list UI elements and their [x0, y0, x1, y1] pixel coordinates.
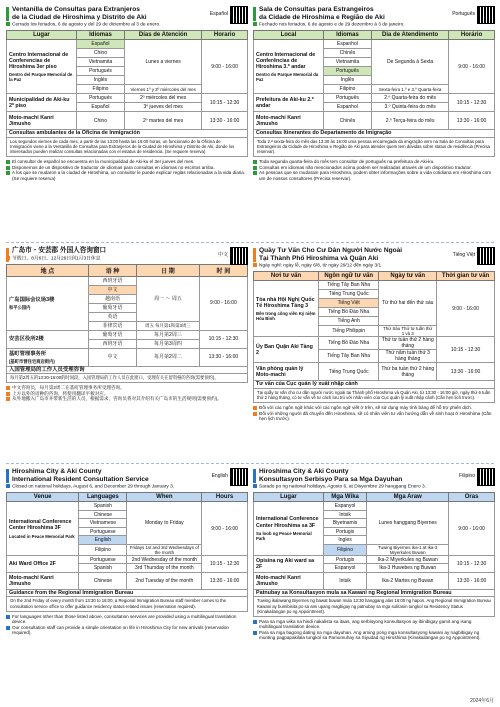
column-header: 日 期 — [137, 264, 200, 276]
language-cell: 西班牙语 — [88, 276, 136, 285]
language-cell: Chinese — [79, 510, 127, 519]
language-cell: Portugués — [76, 94, 124, 103]
language-cell: Filipino — [79, 544, 127, 555]
notes-list — [6, 159, 248, 181]
language-cell: Chino — [76, 112, 124, 130]
language-cell: Spanish — [79, 564, 127, 573]
qr-code-icon — [477, 468, 495, 486]
hours-cell: 10:15 - 12:30 — [449, 555, 495, 572]
schedule-table — [253, 271, 495, 381]
schedule-table — [6, 30, 248, 130]
language-cell: Filipino — [323, 544, 366, 555]
es-title: Ventanilla de Consultas para Extranjeros de la Ciudad de Hiroshima y Distrito de Aki Español — [6, 6, 248, 21]
immigration-guidance-text: Tại quầy tư vấn cho cư dân người nước ngoài tại Thành phố Hiroshima và Quận Aki, từ 13:30 - 16:00 giờ, ngày thứ 6 tuần thứ 2 hàng tháng, có tư vấn về tư cách lưu trú với nhân viên của Cục quản lý xuất nhập cảnh (Cần hẹn lịch trước). — [253, 389, 495, 403]
days-cell: Ika-2 Martes ng Buwan — [367, 572, 449, 589]
immigration-guidance-title: Patnubay sa Konsultasyon mula sa Kawani ng Regional Immigration Bureau — [253, 590, 495, 597]
days-cell: Ika-2 Miyerkules ng Buwan — [367, 555, 449, 564]
column-header: Venue — [7, 493, 79, 502]
language-cell: Intsik — [323, 510, 366, 519]
language-tag: Tiếng Việt — [453, 247, 495, 265]
hours-cell: 9:00 - 16:00 — [202, 502, 248, 556]
language-cell: Portugués — [76, 67, 124, 76]
language-cell: Spanish — [79, 502, 127, 511]
hours-cell: 13:30 - 16:00 — [449, 572, 495, 589]
immigration-guidance-text: Tuwing ikalawang Biyernes ng bawat buwan mula 13:30 hanggang alas 16:00 ng hapon. Ang Regional Immigration Bureau Kawani ay bumibisita po sa ami upang magbigay ng patnubay sa mga suliranin tungkol sa Residency Status (Kinakailangan po ng Appointment). — [253, 597, 495, 617]
notes-list — [6, 614, 248, 636]
column-header: Lugar — [7, 31, 77, 40]
language-cell: Chinese — [79, 572, 127, 589]
column-header: Nơi tư vấn — [254, 272, 319, 281]
hours-cell: 9:00 - 16:00 — [202, 40, 248, 94]
language-cell: Español — [76, 40, 124, 49]
es-panel — [6, 6, 248, 181]
closed-days-note: Ngày nghỉ: ngày lễ, ngày 6/8, từ ngày 29/12 đến ngày 3/1 — [253, 263, 495, 269]
language-cell: Vietnamita — [323, 58, 371, 67]
qr-code-icon — [477, 247, 495, 265]
column-header: Idiomas — [323, 31, 371, 40]
hours-cell: 9:00 - 16:00 — [199, 276, 247, 330]
days-cell: Lunes a viernes — [125, 40, 202, 85]
venue-cell: Moto-machi Kanri Jimusho — [254, 572, 324, 589]
notes-list — [253, 159, 495, 181]
days-cell: 每月第2周二 — [137, 348, 200, 366]
vi-title: Quầy Tư Vấn Cho Cư Dân Người Nước Ngoài Tại Thành Phố Hiroshima và Quận Aki Tiếng Việt — [253, 247, 495, 262]
language-cell: Tiếng Tây Ban Nha — [319, 281, 379, 290]
hours-cell: 13:30 - 16:00 — [202, 572, 248, 589]
days-cell: Tuwing Biyernes Ika-1 at Ika-3 Miyerkules Buwan — [367, 544, 449, 555]
column-header: 时 间 — [199, 264, 247, 276]
note-item: As pessoas que se mudaram para Hiroshima, podem obter informações sobre a vida cotidiana em Hiroshima com um de nossos consultores (Precisa reservar). — [253, 170, 495, 181]
column-header: Languages — [79, 493, 127, 502]
immigration-guidance-title: Guidance from the Regional Immigration Bureau — [6, 590, 248, 597]
language-cell: Vietnamita — [76, 58, 124, 67]
language-cell: 菲律宾语 — [88, 321, 136, 330]
note-item: Para sa mga wika na hindi nakalista sa itaas, ang serbisyong konsultasyon ay ibinibigay gamit ang isang multilingual translation device. — [253, 619, 495, 630]
language-cell: Chino — [76, 49, 124, 58]
column-header: Thời gian tư vấn — [437, 272, 495, 281]
language-tag: 中文 — [218, 247, 248, 265]
language-cell: 西班牙语 — [88, 339, 136, 348]
immigration-guidance-title: Consultas ambulantes de la Oficina de Inmigración — [6, 130, 248, 137]
column-header: Ngôn ngữ tư vấn — [319, 272, 379, 281]
venue-cell: Centro Internacional de Conferencias de Hiroshima 3er piso Dentro del Parque Memorial de la Paz — [7, 40, 77, 94]
days-cell: 2º martes del mes — [125, 112, 202, 130]
language-cell: Português — [323, 94, 371, 103]
note-item: Consultas em idiomas não mencionados acima podem ser realizadas através de um dispositivo tradutor. — [253, 165, 495, 170]
days-cell: De Segunda à Sexta — [372, 40, 449, 85]
pt-panel — [253, 6, 495, 181]
closed-days-note: Closed on national holidays, August 6, and December 29 through January 3. — [6, 484, 248, 490]
tl-panel — [253, 468, 495, 641]
language-cell: Inglês — [323, 76, 371, 85]
hours-cell: 13:30 - 16:00 — [199, 348, 247, 366]
days-cell: Sexta-feira 1.º e 3.º Quarta-feira — [372, 85, 449, 94]
days-cell: Thứ Sáu Thứ tư tuần thứ 1 và 3 — [379, 326, 437, 337]
hours-cell: 13:30 - 16:00 — [202, 112, 248, 130]
language-tag: English — [212, 468, 248, 486]
hours-cell: 9:00 - 16:00 — [449, 40, 495, 94]
closed-days-note: Fechado nos feriados, 6 de agosto e de 29 dezembro à 3 de janeiro. — [253, 22, 495, 28]
venue-cell: Aki Ward Office 2F — [7, 555, 79, 572]
immigration-guidance-text: Toda 2.ª sexta-feira do mês das 13:30 às 16:00 uma pessoa encarregada da imigração vem na Sala de Consultas para Estrangeiros da Cidade de Hiroshima e Região de Aki para atender quem tem dúvidas sobre status de residência (Precisa reservar). — [253, 138, 495, 158]
note-item: Disponemos de un dispositivo de traductor de idiomas para consultas en idiomas no escritos arriba. — [6, 165, 248, 170]
note-item: 上方以外的语种的咨询，将使用翻译平板对应。 — [6, 391, 248, 396]
venue-cell: Prefeitura de Aki-ku 2.º andar — [254, 94, 324, 112]
column-header: Ngày tư vấn — [379, 272, 437, 281]
immigration-guidance-text: 每月第2周五的13:30-16:00的时间段，入国管理局的工作人员在此窗口，受理有关在留资格的咨询(需要预约)。 — [6, 374, 248, 383]
days-cell: 3.º Quinta-feira do mês — [372, 103, 449, 112]
language-tag: Português — [452, 6, 495, 24]
days-cell: Monday to Friday — [127, 502, 202, 545]
hours-cell: 10:15 - 12:30 — [202, 555, 248, 572]
days-cell: Fridays 1st and 3rd Wednesdays of the month — [127, 544, 202, 555]
hours-cell: 9:00 - 16:00 — [449, 502, 495, 556]
schedule-table — [253, 492, 495, 590]
language-cell: 越南语 — [88, 294, 136, 303]
column-header: When — [127, 493, 202, 502]
venue-cell: Moto-machi Kanri Jimusho — [254, 112, 324, 130]
venue-cell: Tòa nhà Hội Nghị Quốc Tế Hiroshima Tầng 3 Bên trong công viên Kỷ niệm Hòa Bình — [254, 281, 319, 337]
tl-title: Hiroshima City & Aki County Konsultasyon Serbisyo Para sa Mga Dayuhan Filipino — [253, 468, 495, 483]
hours-cell: 10:15 - 12:30 — [202, 94, 248, 112]
language-cell: 葡萄牙语 — [88, 303, 136, 312]
days-cell: 2nd Wednesday of the month — [127, 555, 202, 564]
language-cell: Tiếng Trung Quốc — [319, 363, 379, 381]
language-cell: Español — [76, 103, 124, 112]
language-cell: Biyetnamis — [323, 519, 366, 528]
notes-list — [6, 385, 248, 401]
venue-cell: International Conference Center Hiroshima sa 3F Sa loob ng Peace Memorial Park — [254, 502, 324, 556]
days-cell: 每月第2周三 — [137, 330, 200, 339]
column-header: Idiomas — [76, 31, 124, 40]
closed-days-note: Cerrado los feriados, 6 de agosto y del 29 de diciembre al 3 de enero. — [6, 22, 248, 28]
venue-cell: Opisina ng Aki ward sa 2F — [254, 555, 324, 572]
qr-code-icon — [230, 6, 248, 24]
language-cell: Espanhol — [323, 40, 371, 49]
language-cell: 葡萄牙语 — [88, 330, 136, 339]
language-cell: Ingles — [323, 536, 366, 545]
column-header: Hours — [202, 493, 248, 502]
language-cell: Tiếng Bồ Đào Nha — [319, 308, 379, 317]
notes-list — [253, 619, 495, 641]
column-header: Horário — [449, 31, 495, 40]
language-cell: 英语 — [88, 312, 136, 321]
days-cell: 3rd Thursday of the month — [127, 564, 202, 573]
qr-code-icon — [230, 468, 248, 486]
venue-cell: Ủy Ban Quận Aki Tầng 2 — [254, 337, 319, 363]
language-cell: Espanyol — [323, 564, 366, 573]
hours-cell: 10:15 - 12:30 — [437, 337, 495, 363]
notes-list — [253, 405, 495, 421]
column-header: 地 点 — [7, 264, 89, 276]
note-item: 中文咨询员，每月第2周二在基町管理事务所受理咨询。 — [6, 385, 248, 390]
column-header: Oras — [449, 493, 495, 502]
immigration-guidance-text: On the 2nd Friday of every month from 13:30 to 16:00, a Regional Immigration Bureau staff member comes to the consultation service office to offer guidance residency status-related issues (reservation required). — [6, 597, 248, 611]
days-cell: Ika-3 Huwebes ng Buwan — [367, 564, 449, 573]
hours-cell: 9:00 - 16:00 — [437, 281, 495, 337]
zh-title: 广岛市・安芸郡 外国人咨询窗口 中文 — [6, 247, 248, 255]
qr-code-icon — [477, 6, 495, 24]
venue-cell: Moto-machi Kanri Jimusho — [7, 112, 77, 130]
days-cell: Thứ ba tuần thứ 2 hàng tháng — [379, 363, 437, 381]
language-cell: Tiếng Bồ Đào Nha — [319, 337, 379, 350]
venue-cell: Văn phòng quản lý Moto-machi — [254, 363, 319, 381]
language-cell: Tiếng Anh — [319, 317, 379, 326]
vi-panel — [253, 247, 495, 421]
venue-cell: 广岛国际会议场3楼 和平公园内 — [7, 276, 89, 330]
language-cell: Tiếng Tây Ban Nha — [319, 350, 379, 363]
venue-cell: Centro Internacional de Conferências de Hiroshima 3.º andar Dentro do Parque Memorial da Paz — [254, 40, 324, 94]
hours-cell: 10:15 - 12:30 — [199, 330, 247, 348]
note-item: Đối với các ngôn ngữ khác với các ngôn ngữ viết ở trên, sẽ sử dụng máy tính bảng để hỗ trợ phiên dịch. — [253, 405, 495, 410]
days-cell: 2º miércoles del mes — [125, 94, 202, 103]
section-divider — [6, 242, 494, 243]
note-item: Our consultation staff can provide a simple orientation on life in Hiroshima City for new arrivals (reservation required). — [6, 625, 248, 636]
note-item: 从外地搬入广岛市并带新生活的人员，根据需求，咨询员将对其介绍有关广岛市的生活规则(需要预约)。 — [6, 396, 248, 401]
en-panel — [6, 468, 248, 635]
venue-cell: Moto-machi Kanri Jimusho — [7, 572, 79, 589]
immigration-guidance-title: 入国管理局的工作人员受理咨询 — [6, 367, 248, 374]
language-cell: Espanhol — [323, 103, 371, 112]
days-cell: Viernes 1º y 3º miércoles del mes — [125, 85, 202, 94]
note-item: El consultor de español se encuentra en la municipalidad de Aki-ku el 3er jueves del mes. — [6, 159, 248, 164]
note-item: Toda segunda quarta-feira do mês tem consultor de português na prefeitura de Aki-ku. — [253, 159, 495, 164]
note-item: Para sa mga bagong dating na mga dayuhan. Ang aming pong mga konsultasyong kawani ay nagbibigay ng munting pagpapakilala tungkol sa Pamumuhay sa Siyudad ng Hiroshima (Kinakailangan po ng Appointment). — [253, 630, 495, 641]
language-cell: Chinês — [323, 49, 371, 58]
days-cell: Thứ năm tuần thứ 3 hàng tháng — [379, 350, 437, 363]
days-cell: Thứ tư tuần thứ 2 hàng tháng — [379, 337, 437, 350]
qr-code-icon — [230, 247, 248, 265]
venue-cell: International Conference Center Hiroshima 3F Located in Peace Memorial Park — [7, 502, 79, 556]
immigration-guidance-title: Consultas Itinerantes do Departamento de Imigração — [253, 130, 495, 137]
column-header: Mga Wika — [323, 493, 366, 502]
immigration-guidance-text: Los segundos viernes de cada mes, a partir de las 13:00 hasta las 16:00 horas, un funcionario de la Oficina de Inmigración viene a la Ventanilla de Consultas para Extranjeros de la Ciudad de Hiroshima y Distrito de Aki, donde los interesados pueden realizar consultas relacionadas con el estatus de residencia. (Se requiere reserva) — [6, 138, 248, 158]
language-cell: English — [79, 536, 127, 545]
note-item: For languages other than those listed above, consultation services are provided using a multilingual translation device. — [6, 614, 248, 625]
column-header: Días de Atención — [125, 31, 202, 40]
venue-cell: 安芸区役所2楼 — [7, 330, 89, 348]
language-cell: Português — [323, 67, 371, 76]
schedule-table — [6, 264, 248, 367]
column-header: Mga Araw — [367, 493, 449, 502]
note-item: A los que se mudaron a la ciudad de Hiroshima, un consultor le puede explicar reglas relacionadas a la vida diaria. (Se requiere reserva) — [6, 170, 248, 181]
schedule-table — [253, 30, 495, 130]
hours-cell: 13:30 - 16:00 — [437, 363, 495, 381]
issue-date: 2024年6月 — [470, 698, 494, 704]
days-cell: 周一 ～ 周五 — [137, 276, 200, 321]
immigration-guidance-title: Tư vấn của Cục quản lý xuất nhập cảnh — [253, 381, 495, 388]
language-cell: Filipino — [76, 85, 124, 94]
days-cell: 每月第3周四 — [137, 339, 200, 348]
language-cell: Vietnamese — [79, 519, 127, 528]
language-cell: Inglés — [76, 76, 124, 85]
days-cell: 周五 每月第1和第3周三 — [137, 321, 200, 330]
language-cell: 中文 — [88, 348, 136, 366]
hours-cell: 13:30 - 16:00 — [449, 112, 495, 130]
note-item: Đối với những người đã chuyển đến Hiroshima, sẽ có nhân viên tư vấn hướng dẫn về sinh hoạt ở Hiroshima (Cần hẹn lịch trước). — [253, 411, 495, 422]
closed-days-note: 节假日、8月6日、12月29日到1月3日休息 — [6, 256, 248, 262]
column-header: Local — [254, 31, 324, 40]
days-cell: Lunes hanggang Biyernes — [367, 502, 449, 545]
schedule-table — [6, 492, 248, 590]
language-cell: Tiếng Philippin — [319, 326, 379, 337]
column-header: 语 种 — [88, 264, 136, 276]
days-cell: 2.º Quarta-feira do mês — [372, 94, 449, 103]
language-tag: Español — [210, 6, 248, 24]
days-cell: 2nd Tuesday of the month — [127, 572, 202, 589]
days-cell: 3º jueves del mes — [125, 103, 202, 112]
column-header: Horario — [202, 31, 248, 40]
column-header: Lugar — [254, 493, 324, 502]
zh-panel — [6, 247, 248, 402]
language-cell: Portugis — [323, 555, 366, 564]
pt-title: Sala de Consultas para Estrangeiros da Cidade de Hiroshima e Região de Aki Português — [253, 6, 495, 21]
language-cell: Filipino — [323, 85, 371, 94]
language-cell: Espanyol — [323, 502, 366, 511]
en-title: Hiroshima City & Aki County International Resident Consultation Service English — [6, 468, 248, 483]
section-divider — [6, 463, 494, 464]
days-cell: 2.º Terça-feira do mês — [372, 112, 449, 130]
language-cell: Portugis — [323, 527, 366, 536]
language-cell: Chinês — [323, 112, 371, 130]
language-cell: 中文 — [88, 285, 136, 294]
hours-cell: 10:15 - 12:30 — [449, 94, 495, 112]
language-cell: Intsik — [323, 572, 366, 589]
language-cell: Portuguese — [79, 555, 127, 564]
language-tag: Filipino — [459, 468, 495, 486]
language-cell: Tiếng Việt — [319, 299, 379, 308]
venue-cell: 基町管理事务所 (基町市营住宅商店街内) — [7, 348, 89, 366]
language-cell: Tiếng Trung Quốc — [319, 290, 379, 299]
venue-cell: Municipalidad de Aki-ku 2º piso — [7, 94, 77, 112]
closed-days-note: Sarado po ng national holidays, Agosto 6, at Disyembre 29 hanggang Enero 3. — [253, 484, 495, 490]
days-cell: Từ thứ hai đến thứ sáu — [379, 281, 437, 326]
language-cell: Portuguese — [79, 527, 127, 536]
column-header: Dia de Atendimento — [372, 31, 449, 40]
